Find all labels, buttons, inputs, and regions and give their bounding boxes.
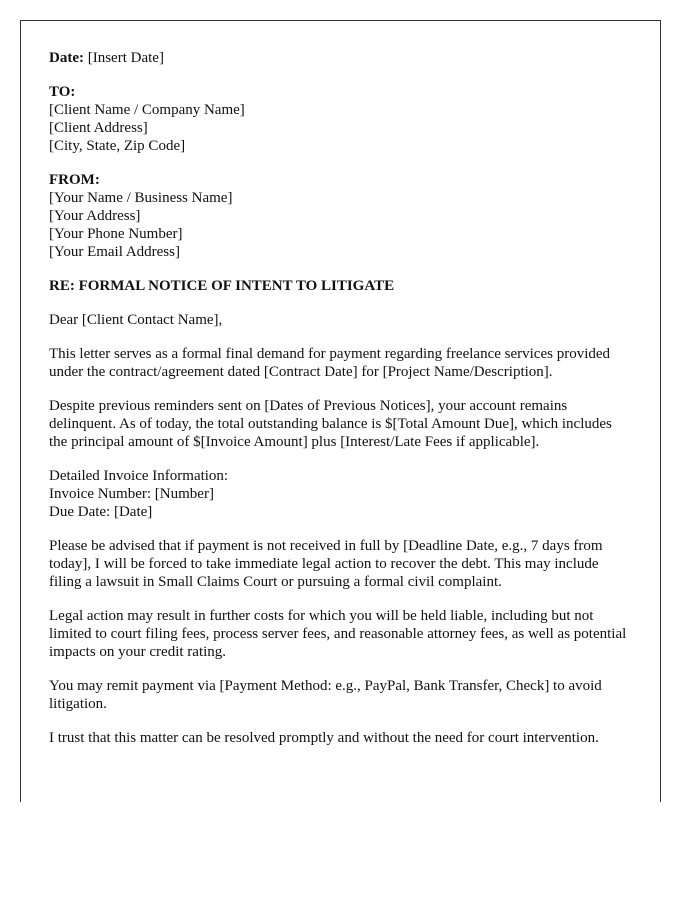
to-label: TO:: [49, 84, 76, 100]
date-label: Date:: [49, 50, 84, 66]
invoice-number: Invoice Number: [Number]: [49, 486, 214, 502]
sender-block: [49, 171, 632, 261]
recipient-block: [49, 83, 632, 155]
invoice-heading: Detailed Invoice Information:: [49, 468, 229, 484]
body-paragraph: You may remit payment via [Payment Method: e.g., PayPal, Bank Transfer, Check] to avoid litigation.: [49, 678, 602, 712]
sender-phone: [Your Phone Number]: [49, 226, 183, 242]
invoice-due-date: Due Date: [Date]: [49, 504, 153, 520]
from-label: FROM:: [49, 172, 100, 188]
recipient-name: [Client Name / Company Name]: [49, 102, 245, 118]
recipient-address: [Client Address]: [49, 120, 148, 136]
subject-line: [49, 277, 632, 295]
date-value: [Insert Date]: [87, 50, 164, 66]
body-paragraph: Legal action may result in further costs for which you will be held liable, including but not limited to court filing fees, process server fees, and reasonable attorney fees, as well as potential impacts on your credit rating.: [49, 608, 627, 660]
sender-email: [Your Email Address]: [49, 244, 180, 260]
salutation: Dear [Client Contact Name],: [49, 312, 223, 328]
letter-document: [20, 20, 661, 802]
body-paragraph: This letter serves as a formal final demand for payment regarding freelance services provided under the contract/agreement dated [Contract Date] for [Project Name/Description].: [49, 346, 611, 380]
date-line: [49, 49, 632, 67]
sender-address: [Your Address]: [49, 208, 141, 224]
body-paragraph: Please be advised that if payment is not received in full by [Deadline Date, e.g., 7 days from today], I will be forced to take immediate legal action to recover the debt. This may include filing a lawsuit in Small Claims Court or pursuing a formal civil complaint.: [49, 538, 603, 590]
recipient-city: [City, State, Zip Code]: [49, 138, 186, 154]
sender-name: [Your Name / Business Name]: [49, 190, 233, 206]
subject-text: RE: FORMAL NOTICE OF INTENT TO LITIGATE: [49, 278, 395, 294]
invoice-details: [49, 467, 632, 521]
body-paragraph: I trust that this matter can be resolved promptly and without the need for court intervention.: [49, 730, 599, 746]
body-paragraph: Despite previous reminders sent on [Dates of Previous Notices], your account remains delinquent. As of today, the total outstanding balance is $[Total Amount Due], which includes the principal amount of $[Invoice Amount] plus [Interest/Late Fees if applicable].: [49, 398, 612, 450]
